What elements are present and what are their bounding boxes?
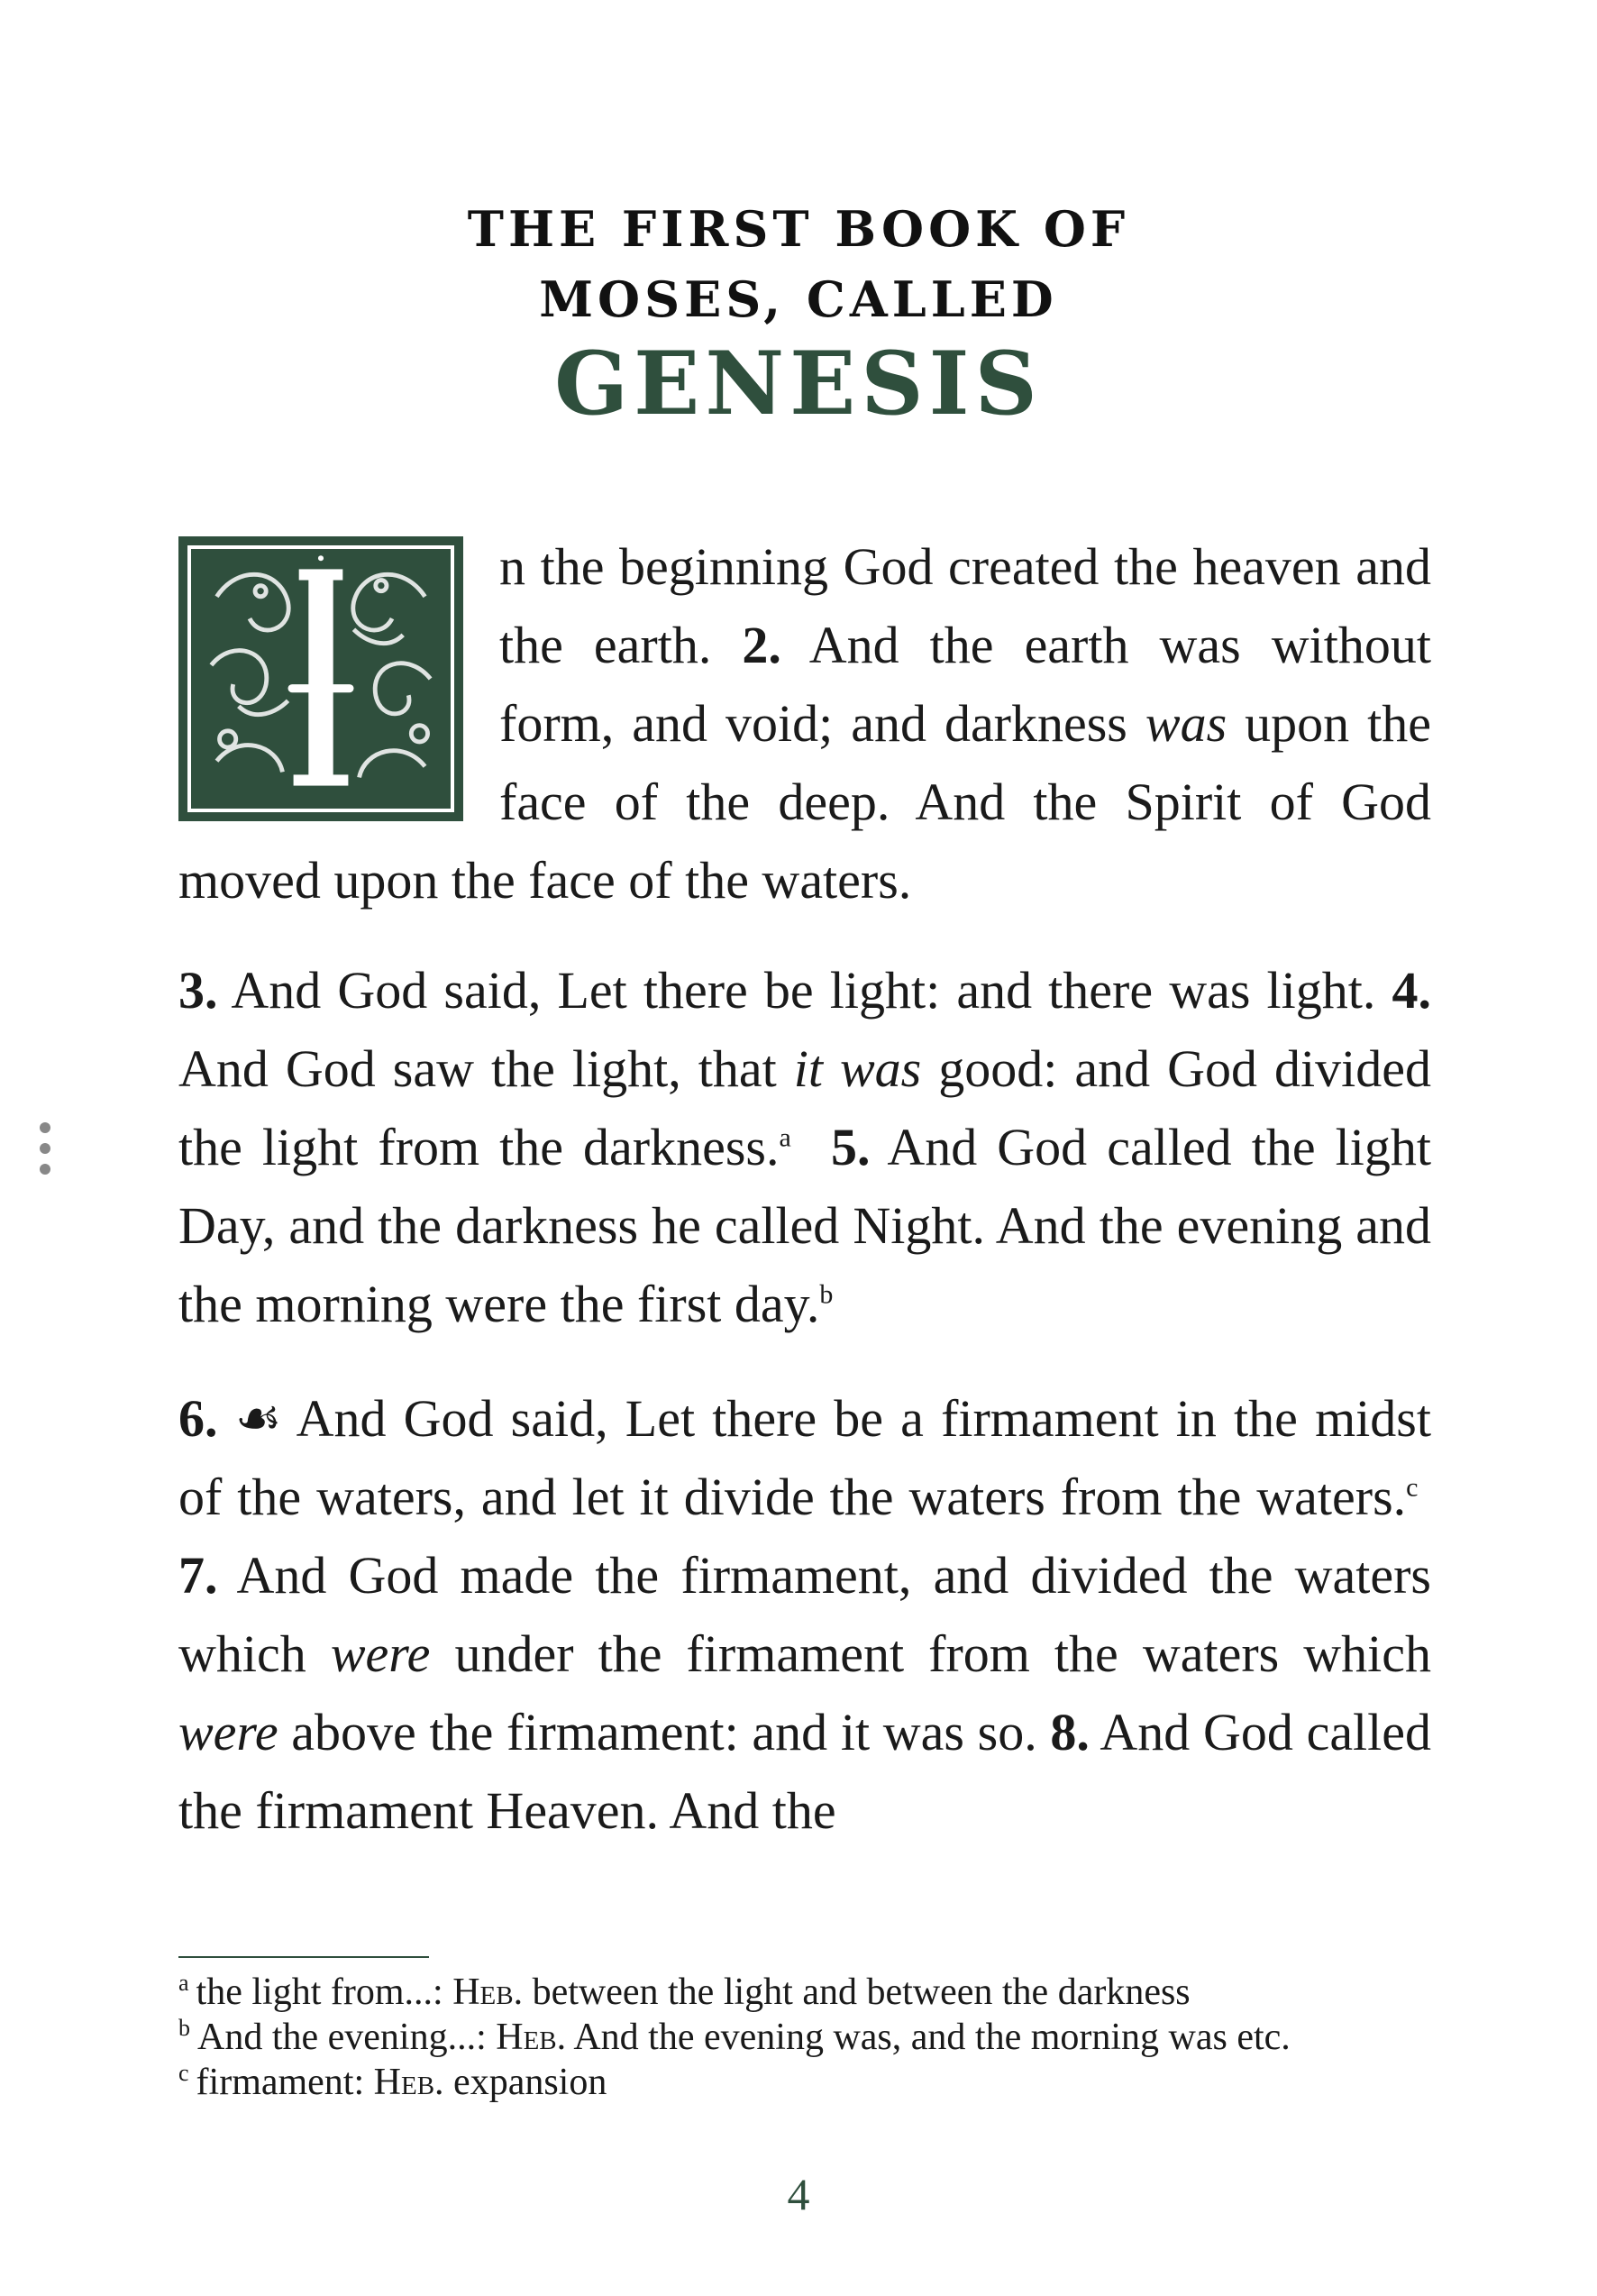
body-text [178, 527, 1431, 919]
book-title: GENESIS [554, 333, 1043, 435]
paragraph-3: 6. ☙ And God said, Let there be a firmament in the midst of the waters, and let it divide the waters from the waters.$^c$ 7. And God made the firmament, and divided the waters which were under the firmament from the waters which were above the firmament: and it was so. 8. And God called the firmament Heaven. And the [178, 1389, 1432, 1840]
paragraph-3-container [178, 1379, 1431, 1850]
footnote-ref-b[interactable]: b [819, 1279, 834, 1310]
fleuron-icon: ☙ [234, 1389, 282, 1448]
heading-line-2: MOSES, CALLED [539, 270, 1058, 328]
paragraph-2: 3. And God said, Let there be light: and there was light. 4. And God saw the light, that it was good: and God divided the light from the darkness.$^a$ 5. And God called the light Day, and the darkness he called Night. And the evening and the morning were the first day.$^b$ [178, 961, 1432, 1333]
ornamental-dropcap-icon [178, 536, 463, 821]
footnote-c: $^c$ firmament: Heb. expansion [178, 2060, 607, 2103]
footnote-ref-a[interactable]: a [779, 1122, 791, 1153]
paragraph-2-container [178, 951, 1431, 1343]
footnotes [178, 1970, 1458, 2105]
footnote-a: $^a$ the light from...: Heb. between the light and between the darkness [178, 1970, 1191, 2013]
footnote-ref-c[interactable]: c [1406, 1472, 1419, 1503]
chapter-heading [0, 194, 1597, 434]
footnote-divider [178, 1956, 429, 1958]
footnote-b: $^b$ And the evening...: Heb. And the evening was, and the morning was etc. [178, 2015, 1291, 2058]
more-options-icon[interactable] [40, 1122, 50, 1185]
paragraph-1: n the beginning God created the heaven and the earth. 2. And the earth was without form, and void; and darkness was upon the face of the deep. And the Spirit of God moved upon the face of the waters. [178, 537, 1432, 910]
heading-line-1: THE FIRST BOOK OF [467, 200, 1130, 258]
page-number: 4 [787, 2169, 810, 2219]
